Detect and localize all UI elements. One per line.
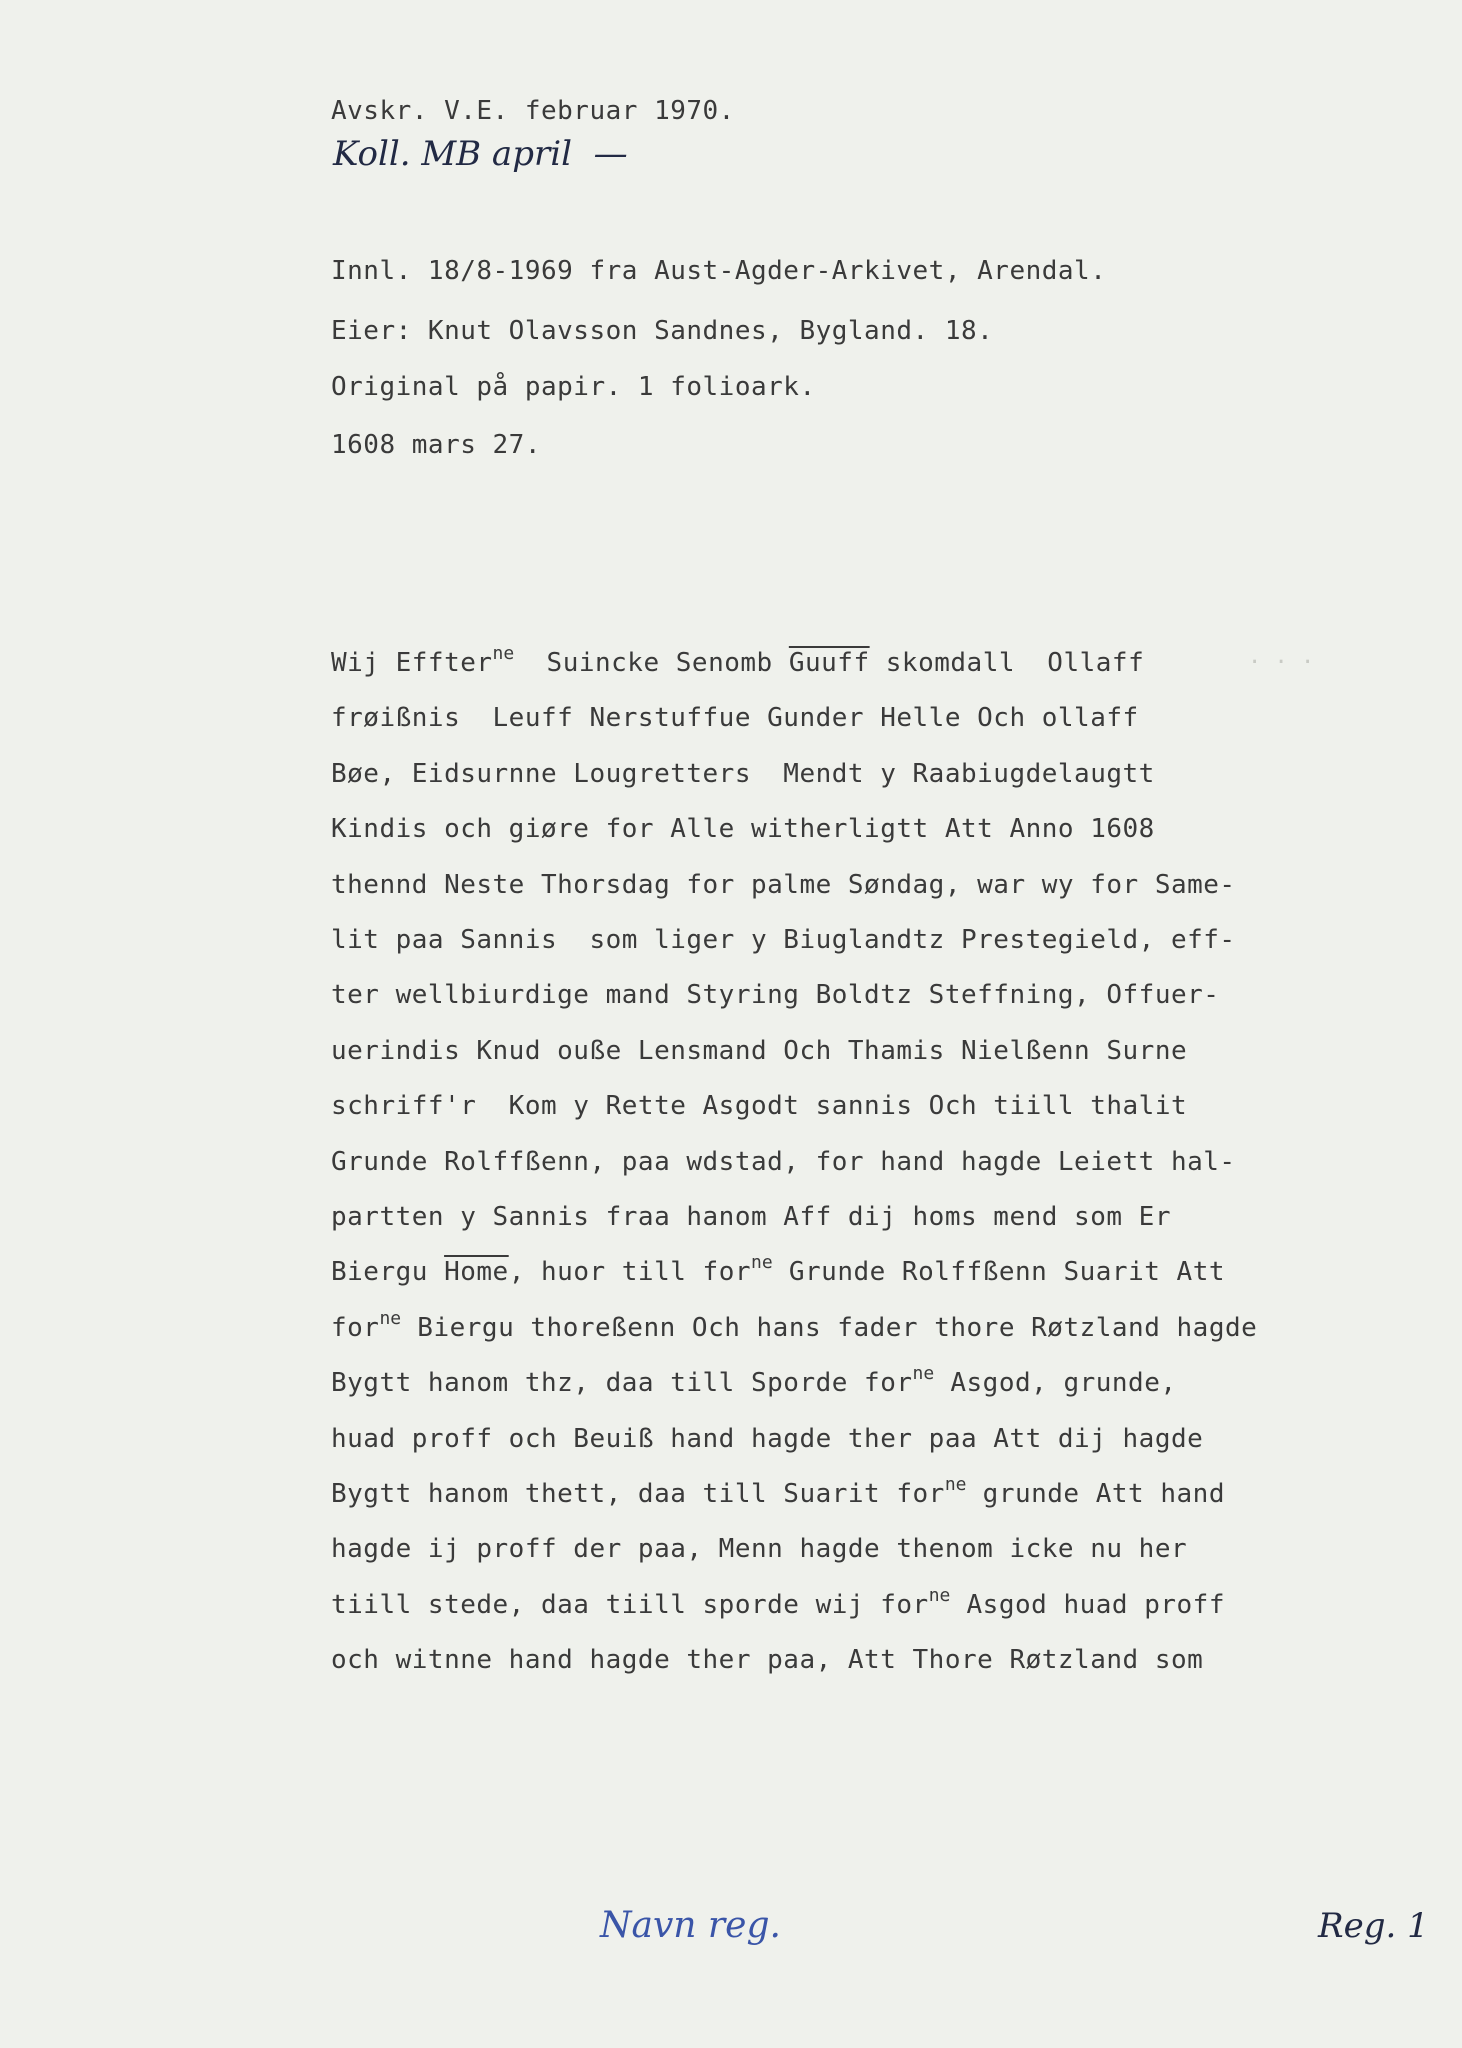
body-line <box>331 703 1139 733</box>
body-line <box>331 1474 1225 1509</box>
superscript-abbreviation: ne <box>492 643 515 664</box>
body-line <box>331 1585 1225 1620</box>
body-line <box>331 814 1155 844</box>
body-line <box>331 1252 1225 1287</box>
text-segment: ter wellbiurdige mand Styring Boldtz Steffning, Offuer- <box>331 980 1220 1010</box>
body-line <box>331 870 1236 900</box>
abbreviated-word: Home <box>444 1257 509 1287</box>
text-segment: partten y Sannis fraa hanom Aff dij homs mend som Er <box>331 1202 1171 1232</box>
text-segment: Suincke Senomb <box>514 648 789 678</box>
body-line <box>331 1147 1236 1177</box>
text-segment: schriff'r Kom y Rette Asgodt sannis Och tiill thalit <box>331 1091 1188 1121</box>
text-segment: Biergu <box>331 1257 445 1287</box>
body-line <box>331 1036 1187 1066</box>
text-segment: huad proff och Beuiß hand hagde ther paa Att dij hagde <box>331 1424 1204 1454</box>
body-line <box>331 925 1236 955</box>
original-line: Original på papir. 1 folioark. <box>331 372 816 402</box>
text-segment: Bøe, Eidsurnne Lougretters Mendt y Raabiugdelaugtt <box>331 759 1155 789</box>
received-line: Innl. 18/8-1969 fra Aust-Agder-Arkivet, Arendal. <box>331 256 1107 286</box>
text-segment: , huor till for <box>508 1257 752 1287</box>
text-segment: frøißnis Leuff Nerstuffue Gunder Helle Och ollaff <box>331 703 1139 733</box>
text-segment: tiill stede, daa tiill sporde wij for <box>331 1590 929 1620</box>
text-segment: lit paa Sannis som liger y Biuglandtz Prestegield, eff- <box>331 925 1236 955</box>
text-segment: Grunde Rolffßenn Suarit Att <box>772 1257 1225 1287</box>
body-line <box>331 1363 1177 1398</box>
superscript-abbreviation: ne <box>944 1474 967 1495</box>
body-line <box>331 1645 1203 1675</box>
superscript-abbreviation: ne <box>379 1308 402 1329</box>
text-segment: Bygtt hanom thett, daa till Suarit for <box>331 1479 945 1509</box>
body-line <box>331 1534 1187 1564</box>
faded-mark: · · · <box>1248 650 1315 675</box>
body-line <box>331 1308 1258 1343</box>
text-segment: Bygtt hanom thz, daa till Sporde for <box>331 1368 913 1398</box>
text-segment: skomdall Ollaff <box>869 648 1145 678</box>
handwritten-register-mark: Reg. 1 <box>1318 1906 1429 1946</box>
text-segment: Wij Effter <box>331 648 493 678</box>
handwritten-name-register-note: Navn reg. <box>600 1905 781 1946</box>
text-segment: Grunde Rolffßenn, paa wdstad, for hand hagde Leiett hal- <box>331 1147 1236 1177</box>
body-line <box>331 1091 1187 1121</box>
text-segment: Biergu thoreßenn Och hans fader thore Røtzland hagde <box>401 1313 1258 1343</box>
superscript-abbreviation: ne <box>928 1585 951 1606</box>
text-segment: Asgod, grunde, <box>934 1368 1177 1398</box>
superscript-abbreviation: ne <box>912 1363 935 1384</box>
text-segment: hagde ij proff der paa, Menn hagde thenom icke nu her <box>331 1534 1188 1564</box>
handwritten-collation-note: Koll. MB april — <box>333 134 628 174</box>
owner-line: Eier: Knut Olavsson Sandnes, Bygland. 18. <box>331 316 994 346</box>
transcription-note: Avskr. V.E. februar 1970. <box>331 96 735 126</box>
date-line: 1608 mars 27. <box>331 430 541 460</box>
text-segment: thennd Neste Thorsdag for palme Søndag, war wy for Same- <box>331 870 1236 900</box>
text-segment: for <box>331 1313 380 1343</box>
body-line <box>331 1424 1203 1454</box>
text-segment: uerindis Knud ouße Lensmand Och Thamis Nielßenn Surne <box>331 1036 1188 1066</box>
abbreviated-word: Guuff <box>788 648 870 678</box>
body-line <box>331 643 1145 678</box>
body-line <box>331 1202 1171 1232</box>
text-segment: Asgod huad proff <box>950 1590 1225 1620</box>
body-line <box>331 759 1155 789</box>
body-line <box>331 980 1219 1010</box>
text-segment: och witnne hand hagde ther paa, Att Thore Røtzland som <box>331 1645 1204 1675</box>
text-segment: grunde Att hand <box>966 1479 1225 1509</box>
text-segment: Kindis och giøre for Alle witherligtt Att Anno 1608 <box>331 814 1155 844</box>
superscript-abbreviation: ne <box>751 1252 773 1273</box>
